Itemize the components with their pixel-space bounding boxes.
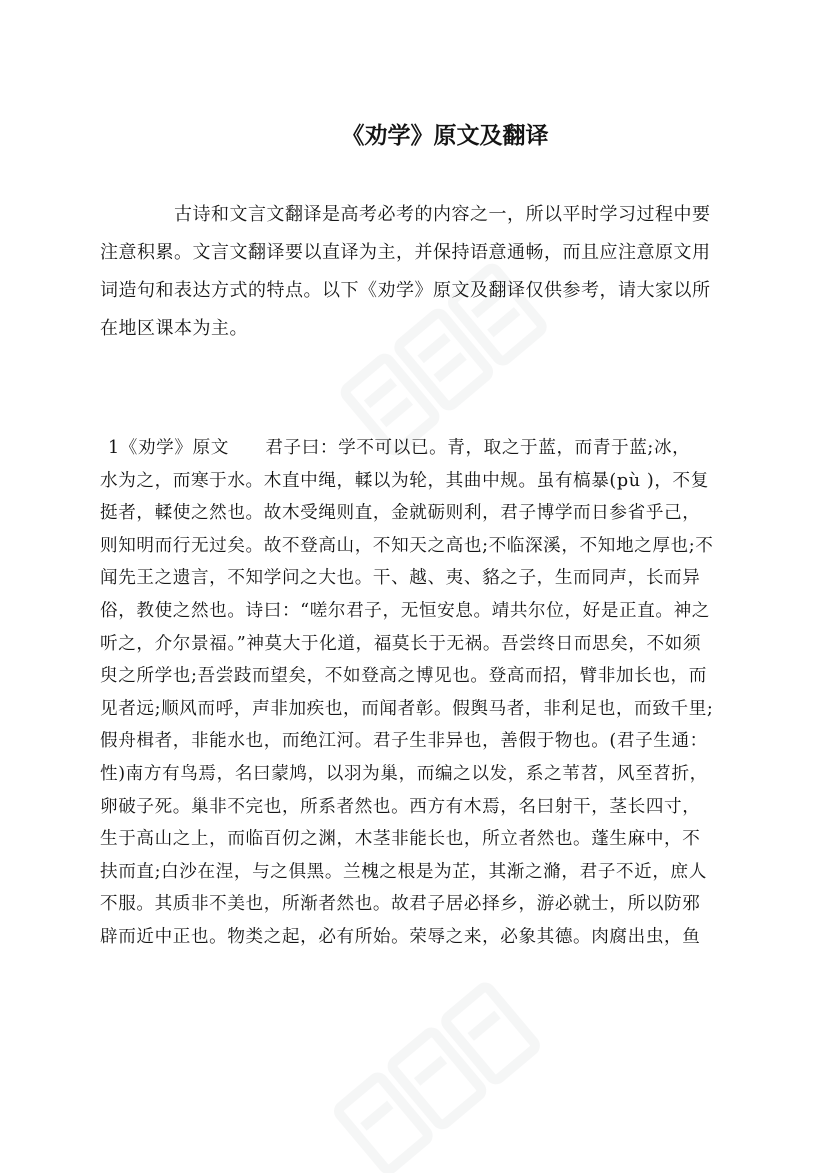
text-line: 臾之所学也;吾尝跂而望矣，不如登高之博见也。登高而招，臂非加长也，而 [100, 666, 707, 687]
text-line: 辟而近中正也。物类之起，必有所始。荣辱之来，必象其德。肉腐出虫，鱼 [100, 926, 701, 947]
text-line: 不服。其质非不美也，所渐者然也。故君子居必择乡，游必就士，所以防邪 [100, 894, 701, 915]
text-line: 假舟楫者，非能水也，而绝江河。君子生非异也，善假于物也。(君子生通： [100, 731, 708, 752]
text-line: 挺者，輮使之然也。故木受绳则直，金就砺则利，君子博学而日参省乎己， [100, 503, 701, 524]
intro-paragraph [100, 196, 740, 348]
text-line: 见者远;顺风而呼，声非加疾也，而闻者彰。假舆马者，非利足也，而致千里; [100, 698, 714, 719]
original-text-paragraph [100, 432, 750, 954]
page-title: 《劝学》原文及翻译 [341, 122, 549, 149]
text-line: 1《劝学》原文 君子曰：学不可以已。青，取之于蓝，而青于蓝;冰， [108, 438, 691, 458]
intro-line: 在地区课本为主。 [100, 318, 248, 339]
intro-line: 注意积累。文言文翻译要以直译为主，并保持语意通畅，而且应注意原文用 [100, 242, 711, 263]
text-line: 听之，介尔景福。”神莫大于化道，福莫长于无祸。吾尝终日而思矣，不如须 [100, 633, 702, 654]
text-line: 闻先王之遗言，不知学问之大也。干、越、夷、貉之子，生而同声，长而异 [100, 568, 701, 589]
intro-line: 古诗和文言文翻译是高考必考的内容之一，所以平时学习过程中要 [174, 204, 711, 225]
watermark-logo-icon [320, 980, 550, 1173]
text-line: 则知明而行无过矣。故不登高山，不知天之高也;不临深溪，不知地之厚也;不 [100, 535, 714, 556]
text-line: 性)南方有鸟焉，名曰蒙鸠，以羽为巢，而编之以发，系之苇苕，风至苕折， [100, 763, 708, 784]
text-line: 水为之，而寒于水。木直中绳，輮以为轮，其曲中规。虽有槁暴(pù )，不复 [100, 470, 709, 491]
text-line: 卵破子死。巢非不完也，所系者然也。西方有木焉，名曰射干，茎长四寸， [100, 796, 701, 817]
text-line: 生于高山之上，而临百仞之渊，木茎非能长也，所立者然也。蓬生麻中，不 [100, 829, 701, 850]
text-line: 俗，教使之然也。诗曰：“嗟尔君子，无恒安息。靖共尔位，好是正直。神之 [100, 600, 710, 621]
intro-line: 词造句和表达方式的特点。以下《劝学》原文及翻译仅供参考，请大家以所 [100, 280, 711, 301]
text-line: 扶而直;白沙在涅，与之俱黑。兰槐之根是为芷，其渐之滫，君子不近，庶人 [100, 861, 707, 882]
